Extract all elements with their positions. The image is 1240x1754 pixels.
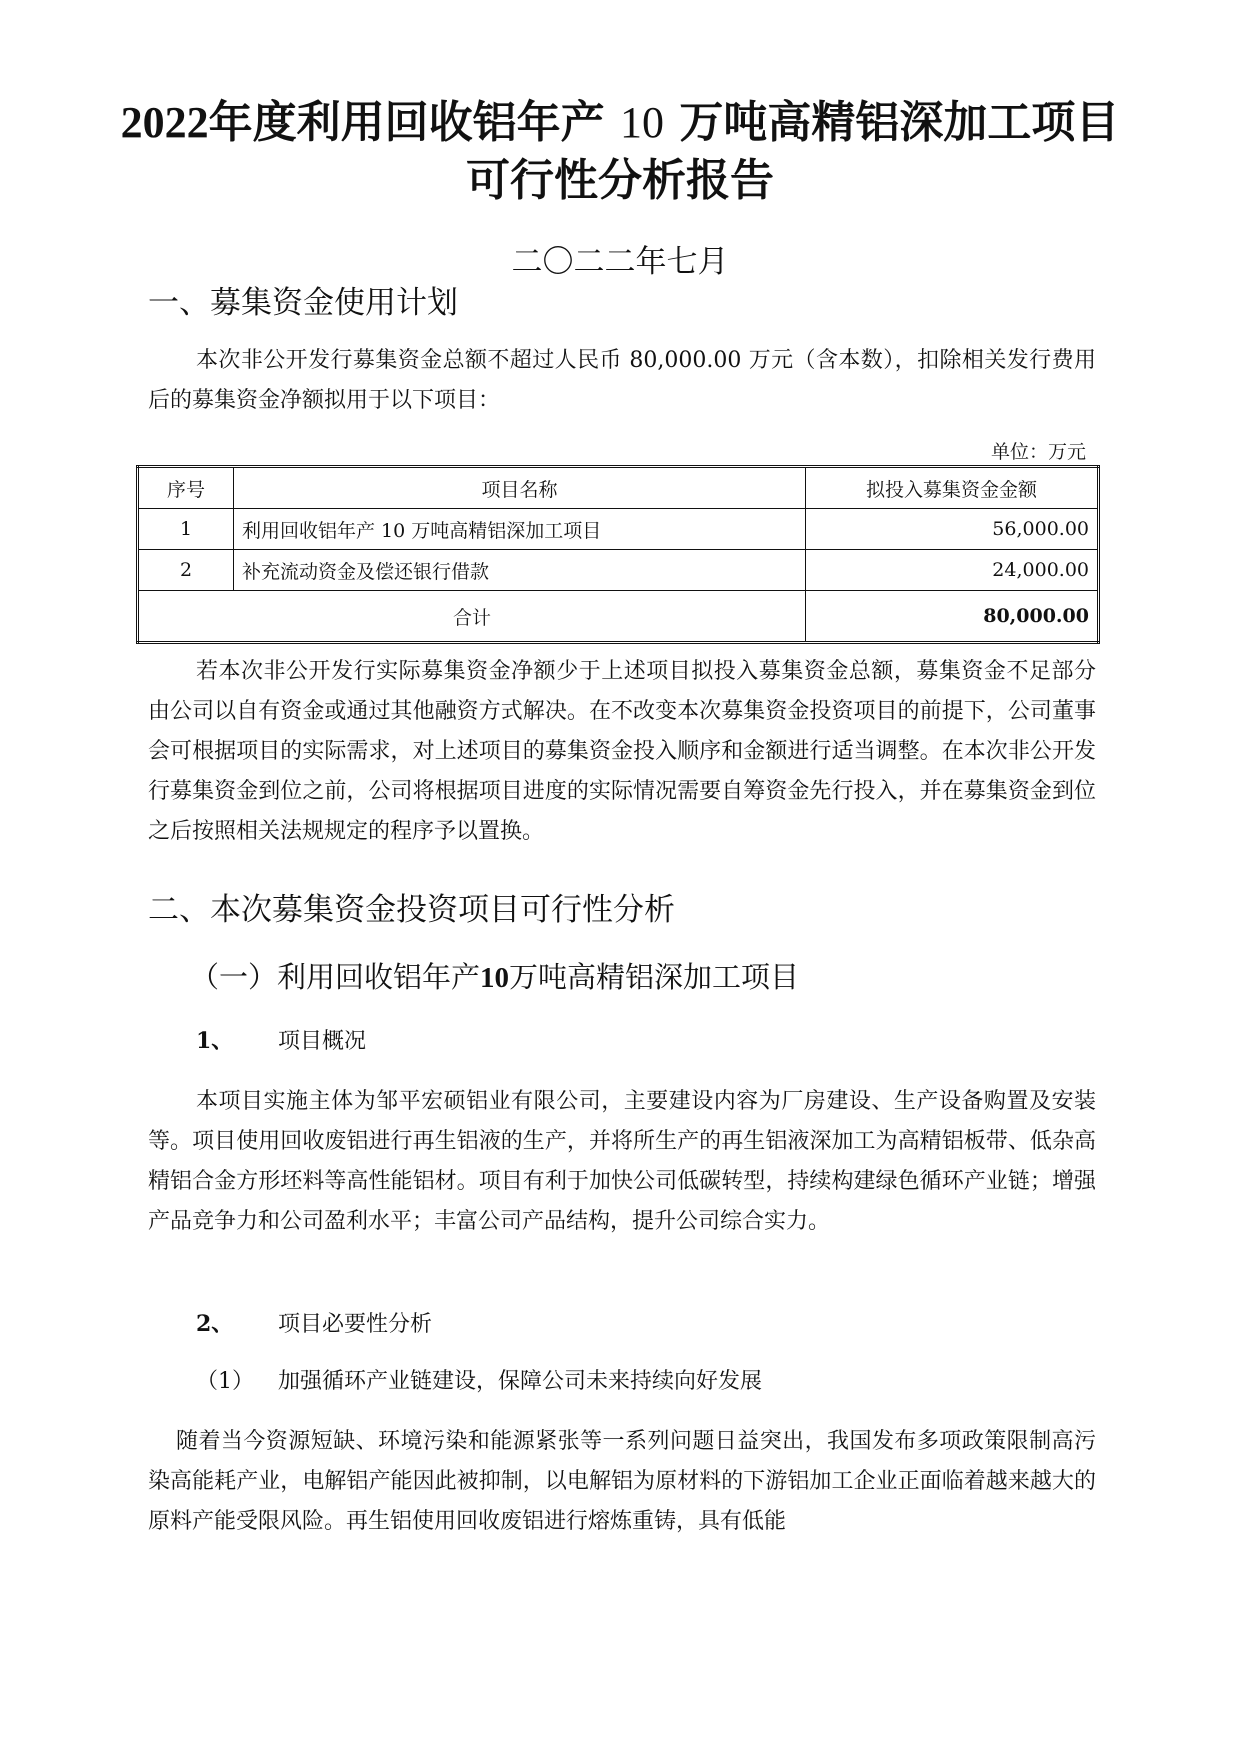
table-header-row <box>138 467 1099 509</box>
section1-intro: 本次非公开发行募集资金总额不超过人民币 80,000.00 万元（含本数），扣除相关发行费用后的募集资金净额拟用于以下项目： <box>148 348 1096 413</box>
item1-paragraph: 本项目实施主体为邹平宏硕铝业有限公司，主要建设内容为厂房建设、生产设备购置及安装等。项目使用回收废铝进行再生铝液的生产，并将所生产的再生铝液深加工为高精铝板带、低杂高精铝合金方形坯料等高性能铝材。项目有利于加快公司低碳转型，持续构建绿色循环产业链；增强产品竞争力和公司盈利水平；丰富公司产品结构，提升公司综合实力。 <box>148 1089 1096 1234</box>
subsection1-heading: （一）利用回收铝年产10万吨高精铝深加工项目 <box>190 960 800 994</box>
sub-item-heading: （1） 加强循环产业链建设，保障公司未来持续向好发展 <box>196 1369 763 1394</box>
fund-usage-table <box>136 465 1100 644</box>
total-label: 合计 <box>138 591 806 643</box>
section2-heading: 二、本次募集资金投资项目可行性分析 <box>148 892 675 928</box>
section1-heading: 一、募集资金使用计划 <box>148 285 458 321</box>
table-total-row <box>138 591 1099 643</box>
row-name: 补充流动资金及偿还银行借款 <box>234 550 806 591</box>
header-name: 项目名称 <box>234 467 806 509</box>
document-date: 二〇二二年七月 <box>511 244 729 280</box>
row-no: 1 <box>138 509 234 550</box>
header-no: 序号 <box>138 467 234 509</box>
header-amount: 拟投入募集资金金额 <box>806 467 1099 509</box>
total-amount: 80,000.00 <box>806 591 1099 643</box>
row-amount: 56,000.00 <box>806 509 1099 550</box>
item1-heading: 1、 项目概况 <box>196 1028 367 1054</box>
section1-after-paragraph: 若本次非公开发行实际募集资金净额少于上述项目拟投入募集资金总额，募集资金不足部分由公司以自有资金或通过其他融资方式解决。在不改变本次募集资金投资项目的前提下，公司董事会可根据项目的实际需求，对上述项目的募集资金投入顺序和金额进行适当调整。在本次非公开发行募集资金到位之前，公司将根据项目进度的实际情况需要自筹资金先行投入，并在募集资金到位之后按照相关法规规定的程序予以置换。 <box>148 659 1096 844</box>
document-title-line2: 可行性分析报告 <box>466 155 774 206</box>
sub-item-paragraph: 随着当今资源短缺、环境污染和能源紧张等一系列问题日益突出，我国发布多项政策限制高污染高能耗产业，电解铝产能因此被抑制，以电解铝为原材料的下游铝加工企业正面临着越来越大的原料产能受限风险。再生铝使用回收废铝进行熔炼重铸，具有低能 <box>148 1429 1096 1534</box>
table-unit-label: 单位：万元 <box>990 441 1086 463</box>
item2-heading: 2、 项目必要性分析 <box>196 1311 433 1337</box>
table-row <box>138 550 1099 591</box>
table-row <box>138 509 1099 550</box>
row-no: 2 <box>138 550 234 591</box>
row-name: 利用回收铝年产 10 万吨高精铝深加工项目 <box>234 509 806 550</box>
row-amount: 24,000.00 <box>806 550 1099 591</box>
document-title-line1: 2022年度利用回收铝年产 10 万吨高精铝深加工项目 <box>120 97 1120 148</box>
